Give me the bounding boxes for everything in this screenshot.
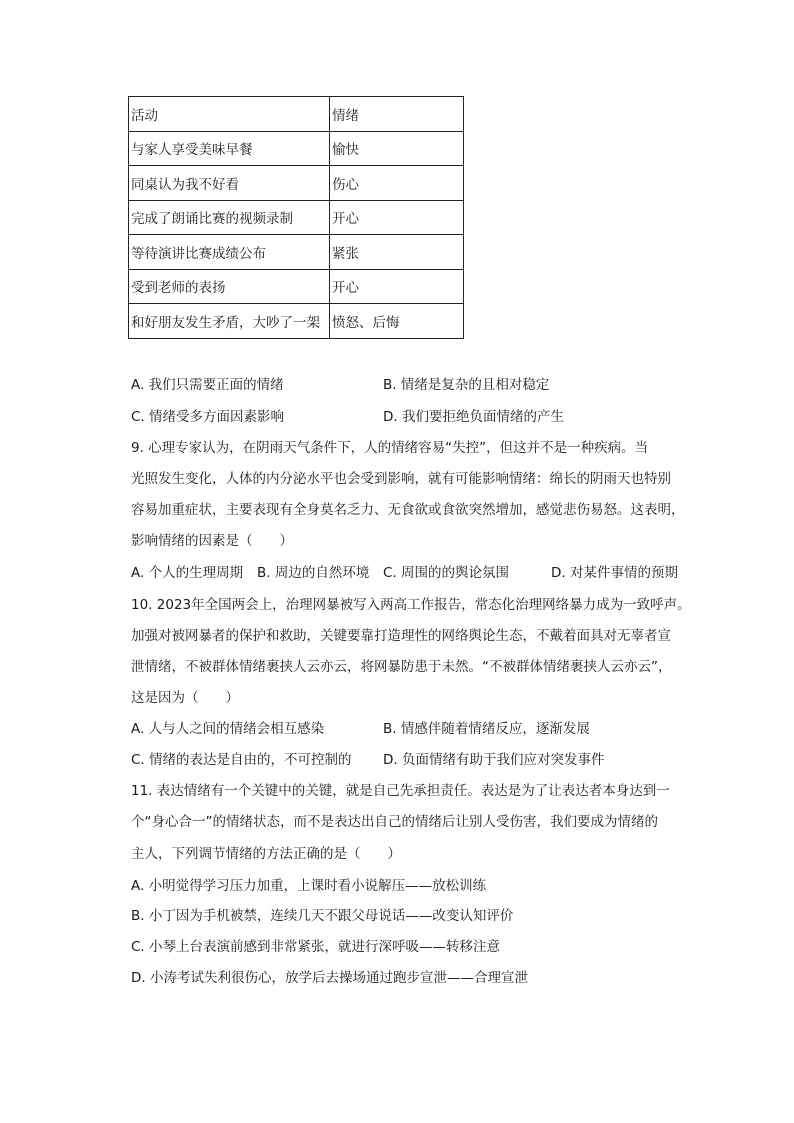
table-row [129, 269, 464, 304]
q10-option-c: C. 情绪的表达是自由的，不可控制的 [131, 752, 352, 768]
q10-option-d: D. 负面情绪有助于我们应对突发事件 [383, 752, 605, 768]
table-header-cell: 活动 [129, 97, 330, 132]
q9-option-b: B. 周边的自然环境 [257, 565, 370, 581]
q11-option-d: D. 小涛考试失利很伤心，放学后去操场通过跑步宣泄——合理宣泄 [131, 970, 528, 986]
table-row [129, 131, 464, 166]
table-cell: 同桌认为我不好看 [129, 166, 330, 201]
table-row [129, 166, 464, 201]
q8-option-b: B. 情绪是复杂的且相对稳定 [383, 377, 550, 393]
q8-option-a: A. 我们只需要正面的情绪 [131, 377, 284, 393]
q11-option-a: A. 小明觉得学习压力加重，上课时看小说解压——放松训练 [131, 878, 487, 894]
q8-option-d: D. 我们要拒绝负面情绪的产生 [383, 409, 564, 425]
table-header-row [129, 97, 464, 132]
table-cell: 和好朋友发生矛盾，大吵了一架 [129, 304, 330, 339]
table-row [129, 235, 464, 270]
q11-stem-line: 个“身心合一”的情绪状态，而不是表达出自己的情绪后让别人受伤害，我们要成为情绪的 [131, 814, 658, 830]
q11-option-b: B. 小丁因为手机被禁，连续几天不跟父母说话——改变认知评价 [131, 908, 514, 924]
table-cell: 开心 [330, 269, 464, 304]
table-cell: 与家人享受美味早餐 [129, 131, 330, 166]
q9-stem-line: 容易加重症状，主要表现有全身莫名乏力、无食欲或食欲突然增加，感觉悲伤易怒。这表明， [131, 502, 685, 518]
table-cell: 愤怒、后悔 [330, 304, 464, 339]
table-row [129, 304, 464, 339]
q10-stem-line: 10. 2023年全国两会上，治理网暴被写入两高工作报告，常态化治理网络暴力成为一致呼声。 [131, 597, 691, 613]
table-cell: 开心 [330, 200, 464, 235]
table-cell: 受到老师的表扬 [129, 269, 330, 304]
q10-option-b: B. 情感伴随着情绪反应，逐渐发展 [383, 721, 590, 737]
table-cell: 紧张 [330, 235, 464, 270]
q9-stem-line: 影响情绪的因素是（ ） [131, 533, 293, 549]
table-cell: 完成了朗诵比赛的视频录制 [129, 200, 330, 235]
q10-stem-line: 泄情绪，不被群体情绪裹挟人云亦云，将网暴防患于未然。“不被群体情绪裹挟人云亦云”， [131, 659, 672, 675]
table-header-cell: 情绪 [330, 97, 464, 132]
table-cell: 伤心 [330, 166, 464, 201]
q10-option-a: A. 人与人之间的情绪会相互感染 [131, 721, 325, 737]
table-cell: 愉快 [330, 131, 464, 166]
activity-emotion-table [128, 96, 464, 339]
q11-stem-line: 11. 表达情绪有一个关键中的关键，就是自己先承担责任。表达是为了让表达者本身达到一 [131, 783, 670, 799]
q9-option-a: A. 个人的生理周期 [131, 565, 244, 581]
q10-stem-line: 加强对被网暴者的保护和救助，关键要靠打造理性的网络舆论生态，不戴着面具对无辜者宣 [131, 628, 671, 644]
q9-stem-line: 光照发生变化，人体的内分泌水平也会受到影响，就有可能影响情绪：绵长的阴雨天也特别 [131, 471, 671, 487]
q8-option-c: C. 情绪受多方面因素影响 [131, 409, 285, 425]
q11-option-c: C. 小琴上台表演前感到非常紧张，就进行深呼吸——转移注意 [131, 939, 501, 955]
q9-stem-line: 9. 心理专家认为，在阴雨天气条件下，人的情绪容易“失控”，但这并不是一种疾病。当 [131, 440, 649, 456]
table-cell: 等待演讲比赛成绩公布 [129, 235, 330, 270]
q10-stem-line: 这是因为（ ） [131, 690, 239, 706]
table-row [129, 200, 464, 235]
q9-option-d: D. 对某件事情的预期 [551, 565, 678, 581]
q9-option-c: C. 周围的的舆论氛围 [383, 565, 510, 581]
q11-stem-line: 主人，下列调节情绪的方法正确的是（ ） [131, 846, 401, 862]
